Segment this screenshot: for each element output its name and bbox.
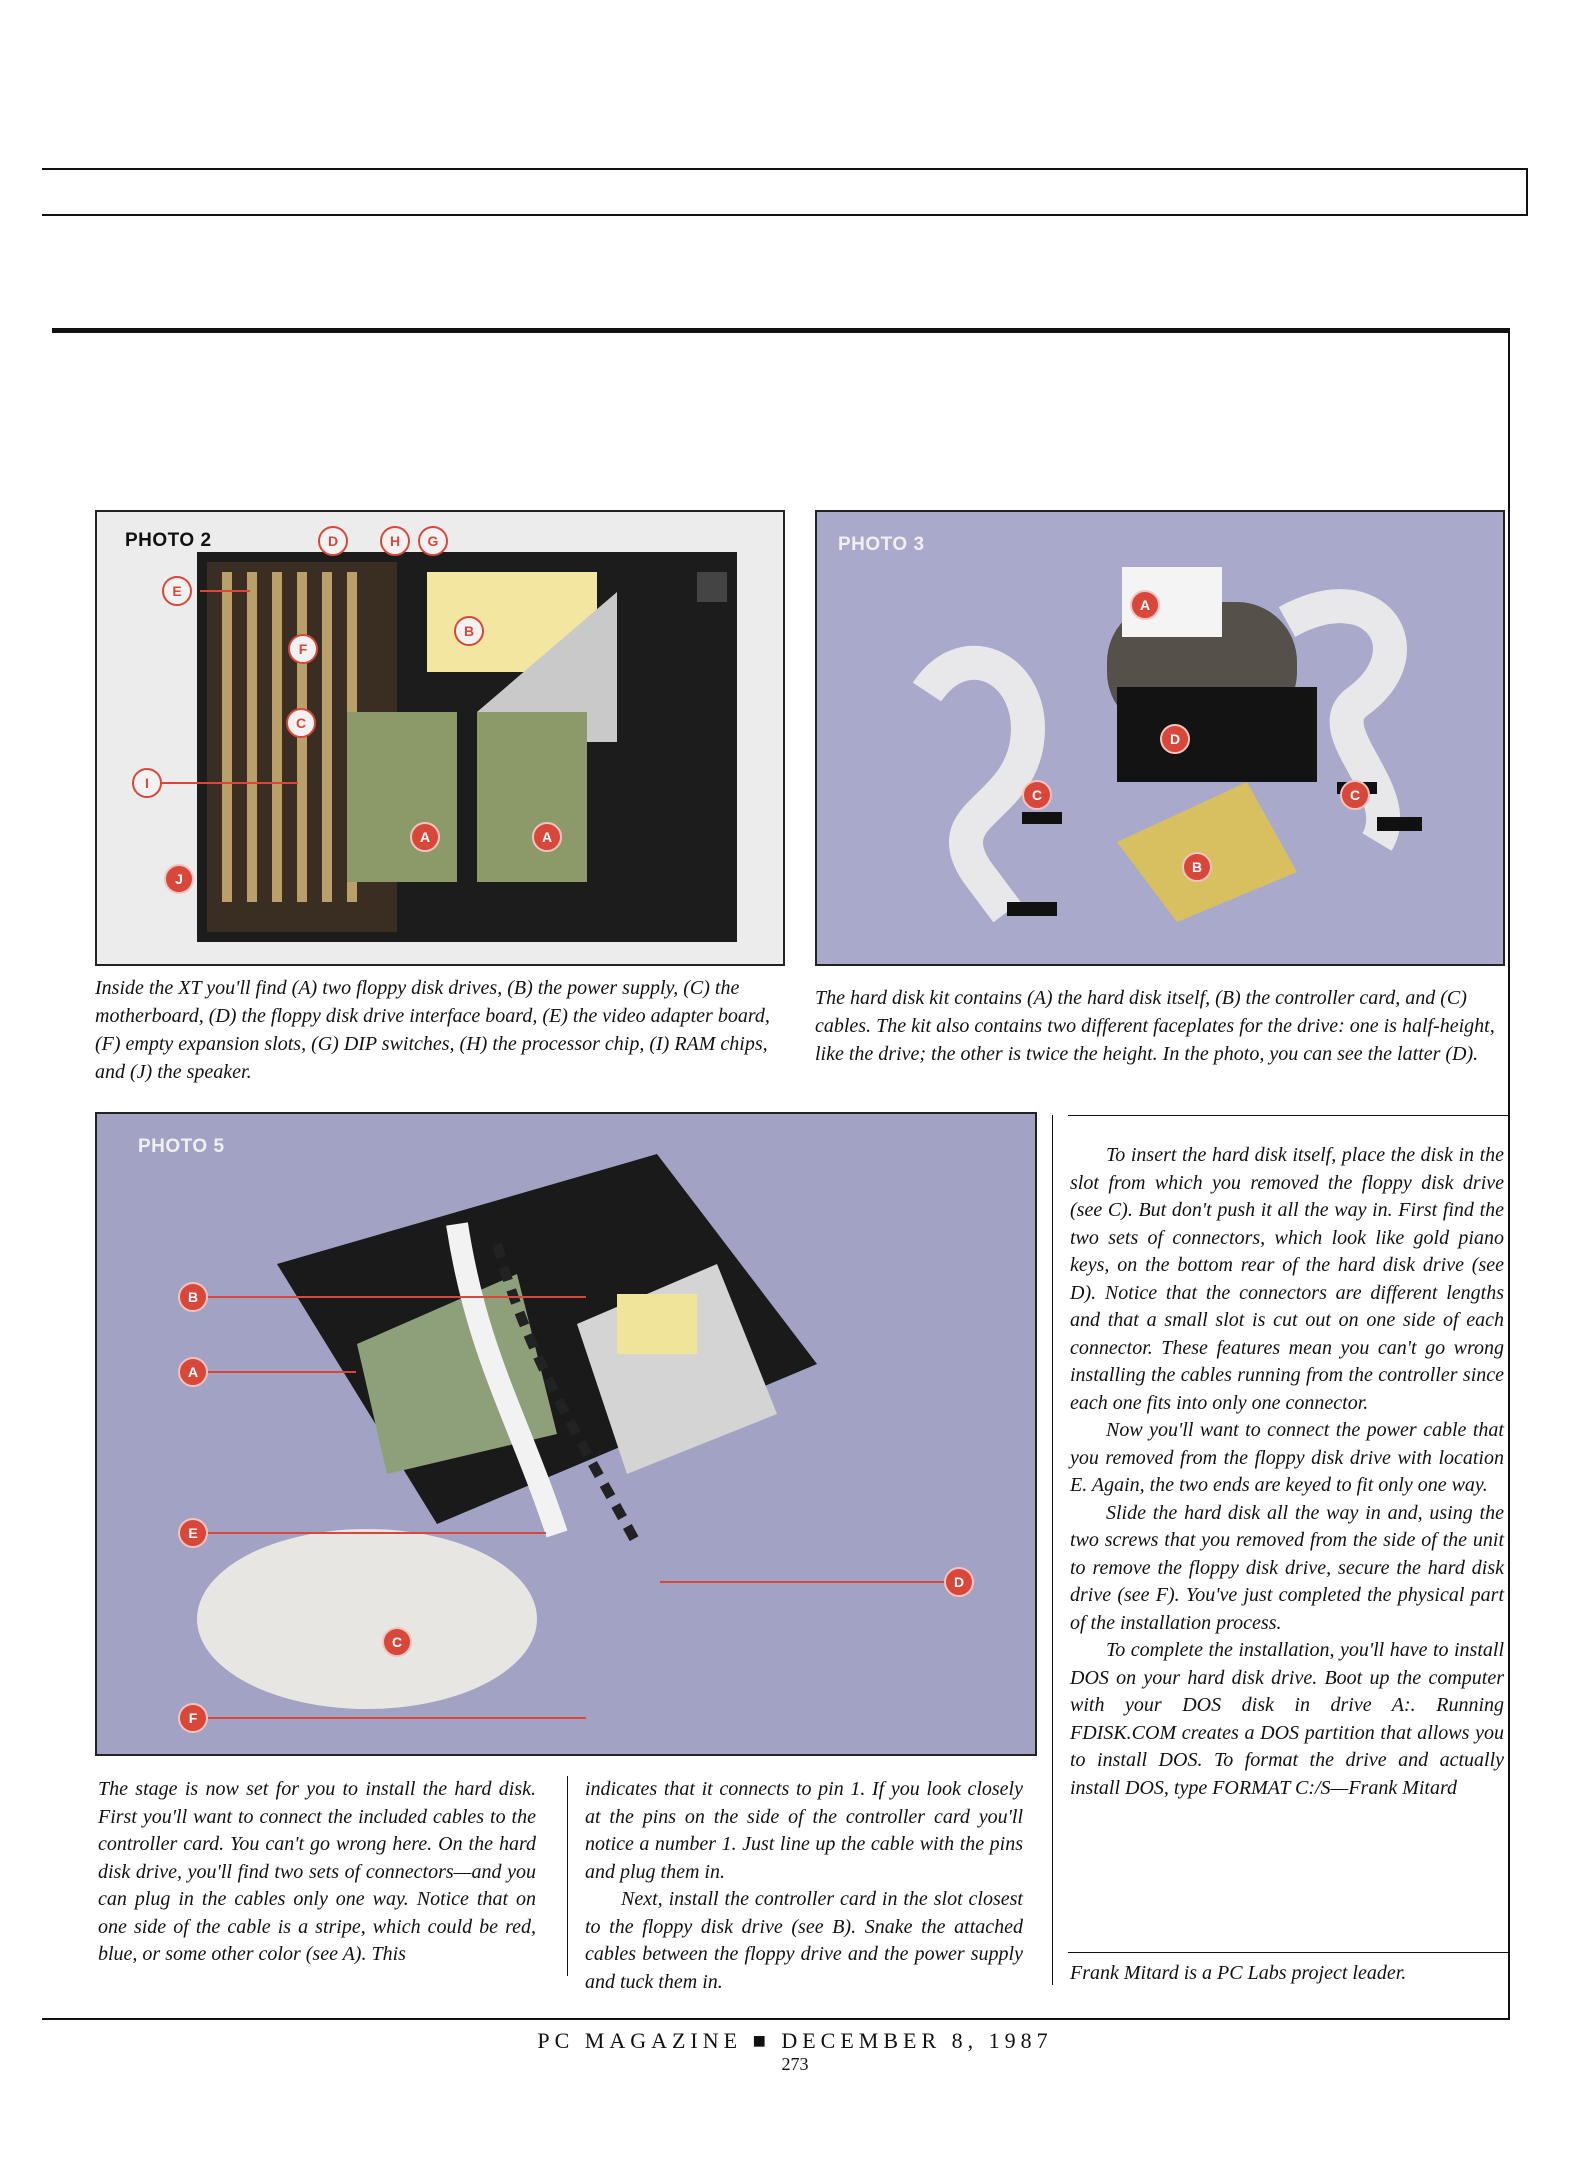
callout-A: A	[1130, 590, 1160, 620]
callout-H: H	[380, 526, 410, 556]
callout-D: D	[318, 526, 348, 556]
callout-G: G	[418, 526, 448, 556]
article-paragraph: The stage is now set for you to install the hard disk. First you'll want to connect the included cables to the controller card. You can't go wrong here. On the hard disk drive, you'll find two sets of connectors—and you can plug in the cables only one way. Notice that on one side of the cable is a stripe, which could be red, blue, or some other color (see A). This	[98, 1778, 536, 1965]
article-paragraph: To insert the hard disk itself, place the disk in the slot from which you removed the floppy disk drive (see C). But don't push it all the way in. First find the two sets of connectors, which look like gold piano keys, on the bottom rear of the hard disk drive (see D). Notice that the connectors are different lengths and that a small slot is cut out on one side of each connector. These features mean you can't go wrong installing the cables running from the controller since each one fits into only one connector.	[1070, 1144, 1504, 1414]
callout-line	[158, 782, 298, 784]
callout-A-2: A	[532, 822, 562, 852]
callout-line	[660, 1581, 950, 1583]
callout-line	[206, 1296, 586, 1298]
photo-2	[95, 510, 785, 966]
article-paragraph: Slide the hard disk all the way in and, using the two screws that you removed from the side of the unit to remove the floppy disk drive, secure the hard disk drive (see F). You've just completed the physical part of the installation process.	[1070, 1501, 1504, 1634]
callout-D: D	[944, 1567, 974, 1597]
column-top-rule	[1068, 1115, 1508, 1116]
photo-2-title: PHOTO 2	[125, 530, 212, 551]
callout-J: J	[164, 864, 194, 894]
callout-E: E	[178, 1518, 208, 1548]
article-paragraph: Now you'll want to connect the power cable that you removed from the floppy disk drive with location E. Again, the two ends are keyed to fit only one way.	[1070, 1419, 1504, 1496]
callout-D: D	[1160, 724, 1190, 754]
article-column-2	[585, 1776, 1023, 1996]
column-rule-right	[1052, 1115, 1053, 1985]
top-rule	[42, 168, 1528, 170]
photo-5-image	[97, 1114, 1035, 1754]
callout-C: C	[1022, 780, 1052, 810]
callout-C: C	[286, 708, 316, 738]
photo-2-caption: Inside the XT you'll find (A) two floppy disk drives, (B) the power supply, (C) the motherboard, (D) the floppy disk drive interface board, (E) the video adapter board, (F) empty expansion slots, (G) DIP switches, (H) the processor chip, (I) RAM chips, and (J) the speaker.	[95, 977, 770, 1083]
callout-C: C	[382, 1627, 412, 1657]
photo-2-image	[97, 512, 783, 964]
page-number: 273	[781, 2054, 809, 2074]
heavy-rule	[52, 328, 1510, 333]
photo-5-title: PHOTO 5	[138, 1136, 225, 1157]
right-border-top	[1526, 168, 1528, 216]
photo-3-title: PHOTO 3	[838, 534, 925, 555]
callout-B: B	[1182, 852, 1212, 882]
callout-line	[206, 1371, 356, 1373]
callout-A: A	[178, 1357, 208, 1387]
bio-rule	[1068, 1952, 1508, 1953]
callout-B: B	[178, 1282, 208, 1312]
callout-I: I	[132, 768, 162, 798]
article-column-3	[1070, 1142, 1504, 1802]
callout-line	[206, 1532, 546, 1534]
callout-F: F	[178, 1703, 208, 1733]
article-column-1	[98, 1776, 536, 1969]
callout-line	[200, 590, 250, 592]
photo-5	[95, 1112, 1037, 1756]
article-paragraph: indicates that it connects to pin 1. If you look closely at the pins on the side of the controller card you'll notice a number 1. Just line up the cable with the pins and plug them in.	[585, 1778, 1023, 1883]
callout-C-2: C	[1340, 780, 1370, 810]
callout-E: E	[162, 576, 192, 606]
callout-line	[206, 1717, 586, 1719]
column-rule-left	[567, 1776, 568, 1976]
article-paragraph: Next, install the controller card in the slot closest to the floppy disk drive (see B). Snake the attached cables between the floppy drive and the power supply and tuck them in.	[585, 1888, 1023, 1993]
callout-B: B	[454, 616, 484, 646]
bottom-rule	[42, 2018, 1510, 2020]
magazine-footer: PC MAGAZINE ■ DECEMBER 8, 1987	[537, 2028, 1053, 2053]
callout-A: A	[410, 822, 440, 852]
author-bio: Frank Mitard is a PC Labs project leader.	[1070, 1962, 1407, 1984]
article-paragraph: To complete the installation, you'll have to install DOS on your hard disk drive. Boot up the computer with your DOS disk in drive A:. Running FDISK.COM creates a DOS partition that allows you to install DOS. To format the drive and actually install DOS, type FORMAT C:/S—Frank Mitard	[1070, 1639, 1504, 1799]
right-border	[1508, 328, 1510, 2018]
second-rule	[42, 214, 1528, 216]
callout-F: F	[288, 634, 318, 664]
photo-3-caption: The hard disk kit contains (A) the hard disk itself, (B) the controller card, and (C) cables. The kit also contains two different faceplates for the drive: one is half-height, like the drive; the other is twice the height. In the photo, you can see the latter (D).	[815, 987, 1495, 1065]
